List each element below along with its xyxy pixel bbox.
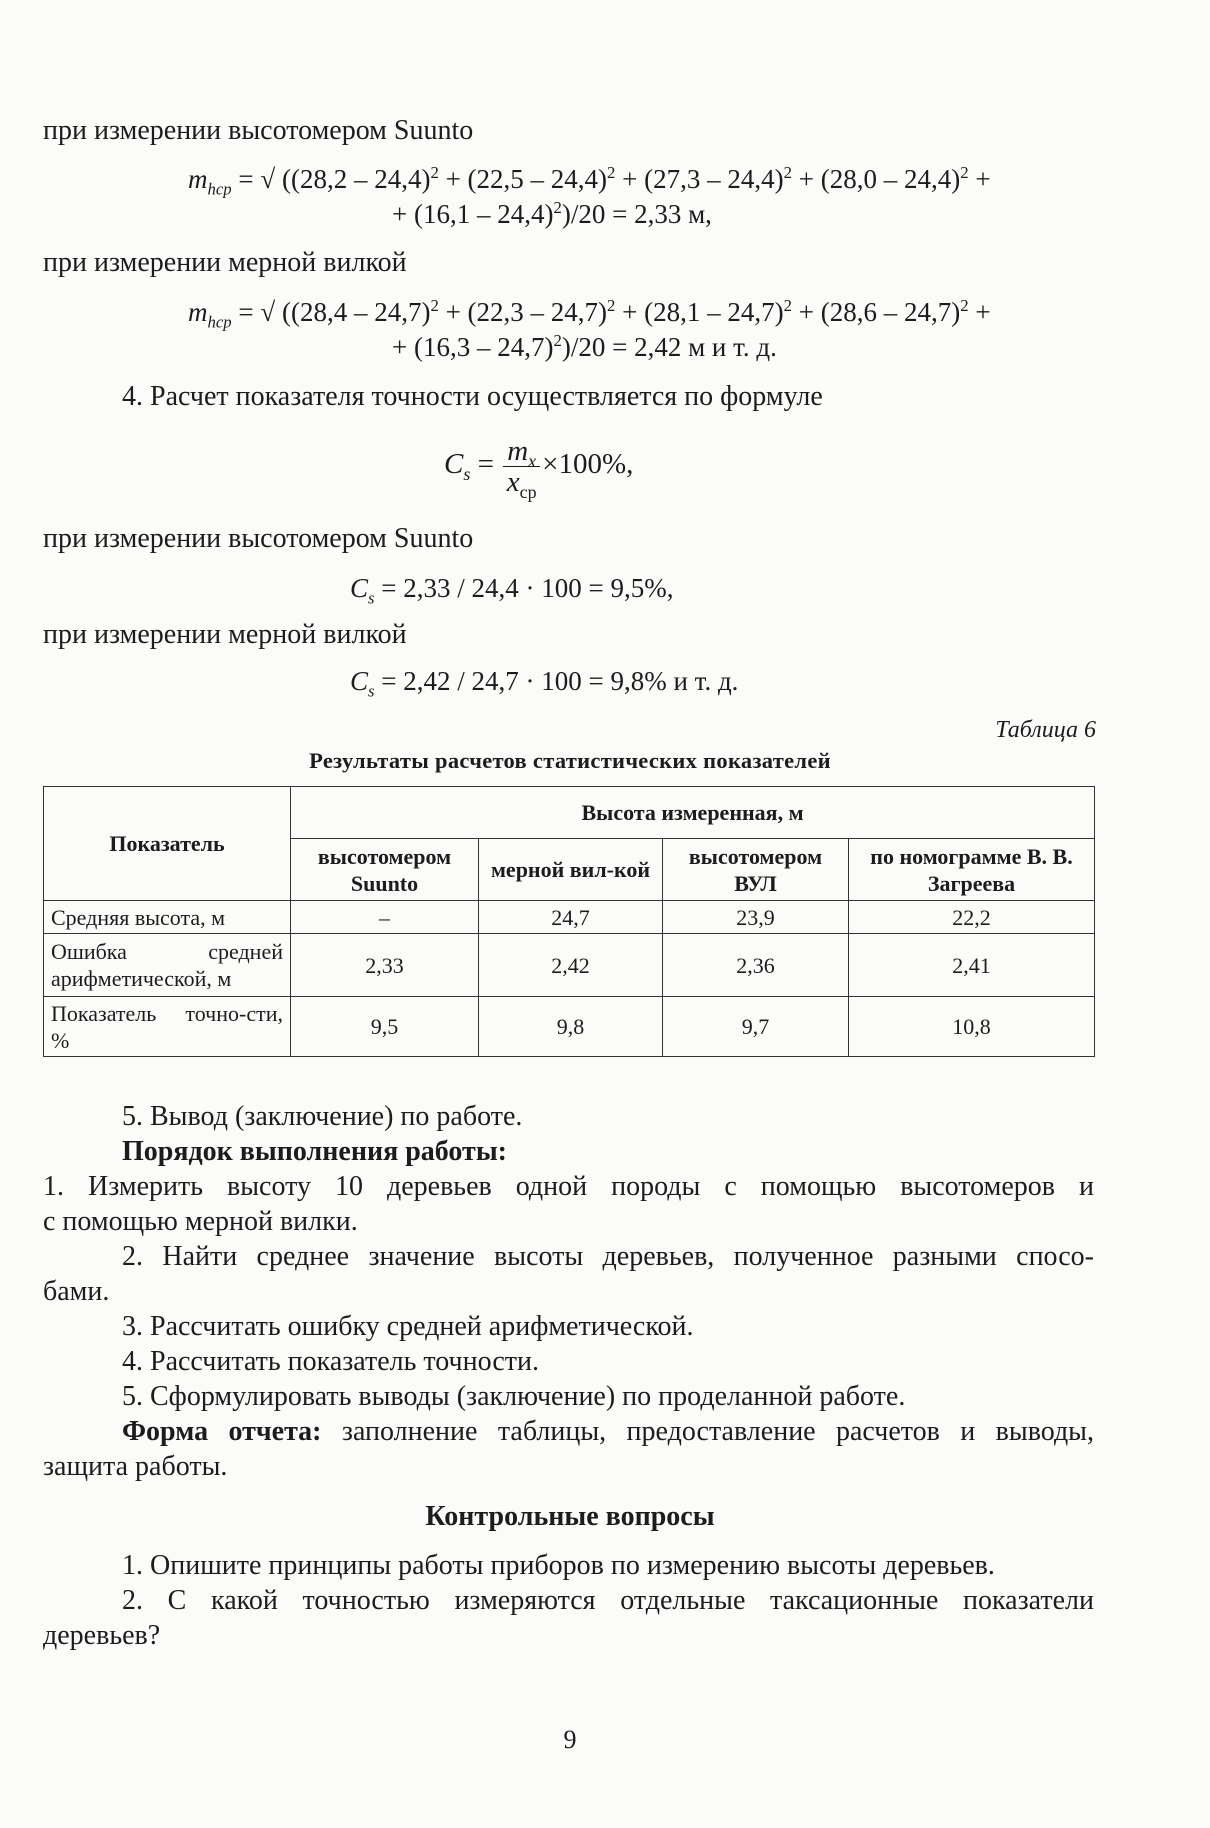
text-line: при измерении высотомером Suunto — [43, 523, 474, 554]
question-1: 1. Опишите принципы работы приборов по измерению высоты деревьев. — [122, 1550, 995, 1581]
order-item-5: 5. Сформулировать выводы (заключение) по проделанной работе. — [122, 1381, 906, 1412]
table-row: Показатель точно-сти, % 9,5 9,8 9,7 10,8 — [44, 997, 1095, 1057]
order-item-3: 3. Рассчитать ошибку средней арифметической. — [122, 1311, 694, 1342]
question-2-cont: деревьев? — [43, 1620, 161, 1651]
table-row: Ошибка средней арифметической, м 2,33 2,42 2,36 2,41 — [44, 934, 1095, 997]
table-title: Результаты расчетов статистических показателей — [309, 748, 831, 773]
cs-fork: $C_s = 2,42 / 24,7 \cdot 100 = 9,8\%$ и т. д. — [350, 666, 739, 701]
table-label: Таблица 6 — [995, 717, 1096, 743]
header-group: Высота измеренная, м — [291, 787, 1095, 839]
header-col: мерной вил-кой — [479, 839, 663, 901]
formula-fork: $m_{hср}$ = √ ((28,4 – 24,7)$^2$ + (22,3 – 24,7)$^2$ + (28,1 – 24,7)$^2$ + (28,6 – 24,7)$^2$ + — [188, 296, 991, 332]
formula-suunto: $m_{hср}$ = √ ((28,2 – 24,4)$^2$ + (22,5 – 24,4)$^2$ + (27,3 – 24,4)$^2$ + (28,0 – 24,4)$^2$ + — [188, 163, 991, 199]
cs-formula: $C_s$ = $\frac{m_x}{x_{ср}}$ ×100%, — [444, 435, 634, 502]
order-item-1: 1. Измерить высоту 10 деревьев одной породы с помощью высотомеров и — [43, 1171, 1094, 1202]
formula-suunto-cont: + (16,1 – 24,4)$^2$)/20 = 2,33 м, — [392, 198, 712, 229]
text-line: при измерении мерной вилкой — [43, 619, 407, 650]
header-col: по номограмме В. В. Загреева — [849, 839, 1095, 901]
results-table — [43, 786, 1095, 1057]
report-form: Форма отчета: заполнение таблицы, предоставление расчетов и выводы, — [122, 1416, 1094, 1447]
table-row: Средняя высота, м – 24,7 23,9 22,2 — [44, 901, 1095, 934]
text-line: при измерении мерной вилкой — [43, 247, 407, 278]
order-item-2-cont: бами. — [43, 1276, 110, 1307]
header-col: высотомером Suunto — [291, 839, 479, 901]
step-5: 5. Вывод (заключение) по работе. — [122, 1101, 523, 1132]
order-title: Порядок выполнения работы: — [122, 1136, 507, 1167]
question-2: 2. С какой точностью измеряются отдельные таксационные показатели — [122, 1585, 1094, 1616]
order-item-4: 4. Рассчитать показатель точности. — [122, 1346, 539, 1377]
page-number: 9 — [563, 1725, 577, 1754]
order-item-2: 2. Найти среднее значение высоты деревьев, полученное разными спосо- — [122, 1241, 1094, 1272]
cs-suunto: $C_s = 2,33 / 24,4 \cdot 100 = 9,5\%$, — [350, 573, 674, 608]
text-line: при измерении высотомером Suunto — [43, 115, 474, 146]
header-col: высотомером ВУЛ — [663, 839, 849, 901]
questions-title: Контрольные вопросы — [425, 1501, 715, 1532]
fraction: $\frac{m_x}{x_{ср}}$ — [503, 436, 540, 497]
header-indicator: Показатель — [44, 787, 291, 901]
order-item-1-cont: с помощью мерной вилки. — [43, 1206, 358, 1237]
step-4: 4. Расчет показателя точности осуществляется по формуле — [122, 381, 823, 412]
report-form-cont: защита работы. — [43, 1451, 228, 1482]
formula-fork-cont: + (16,3 – 24,7)$^2$)/20 = 2,42 м и т. д. — [392, 331, 777, 362]
